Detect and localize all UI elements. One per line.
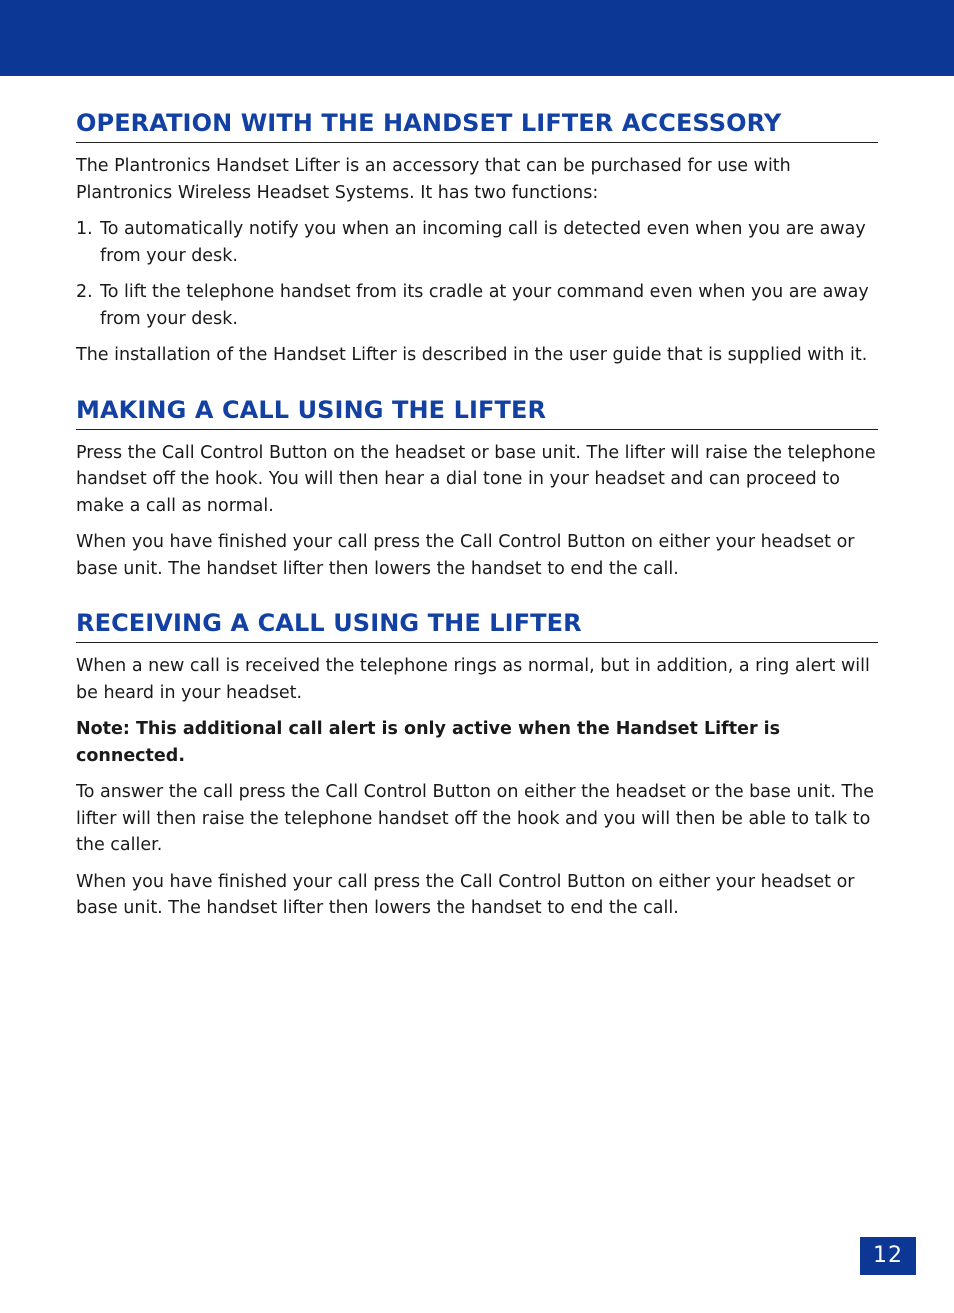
list-item bbox=[76, 216, 878, 269]
header-band bbox=[0, 0, 954, 76]
function-list bbox=[76, 216, 878, 332]
paragraph: The Plantronics Handset Lifter is an accessory that can be purchased for use with Plantronics Wireless Headset Systems. It has two functions: bbox=[76, 156, 791, 203]
section-making-call bbox=[76, 395, 878, 583]
paragraph: When you have finished your call press the Call Control Button on either your headset or base unit. The handset lifter then lowers the handset to end the call. bbox=[76, 871, 855, 918]
section-handset-lifter bbox=[76, 108, 878, 369]
paragraph: Press the Call Control Button on the headset or base unit. The lifter will raise the telephone handset off the hook. You will then hear a dial tone in your headset and can proceed to make a call as normal. bbox=[76, 442, 876, 516]
paragraph: When you have finished your call press the Call Control Button on either your headset or base unit. The handset lifter then lowers the handset to end the call. bbox=[76, 532, 855, 579]
list-text: To lift the telephone handset from its cradle at your command even when you are away from your desk. bbox=[100, 282, 869, 329]
paragraph: The installation of the Handset Lifter is described in the user guide that is supplied with it. bbox=[76, 345, 868, 365]
paragraph: When a new call is received the telephone rings as normal, but in addition, a ring alert will be heard in your headset. bbox=[76, 656, 870, 703]
page-content bbox=[76, 108, 878, 948]
list-item bbox=[76, 279, 878, 332]
paragraph: To answer the call press the Call Control Button on either the headset or the base unit. The lifter will then raise the telephone handset off the hook and you will then be able to talk to the caller. bbox=[76, 782, 875, 855]
section-heading: MAKING A CALL USING THE LIFTER bbox=[76, 395, 878, 430]
section-heading: RECEIVING A CALL USING THE LIFTER bbox=[76, 608, 878, 643]
list-text: To automatically notify you when an incoming call is detected even when you are away from your desk. bbox=[100, 219, 866, 266]
list-number: 1. bbox=[76, 219, 93, 239]
page-number: 12 bbox=[860, 1237, 916, 1275]
section-receiving-call bbox=[76, 608, 878, 922]
note-paragraph: Note: This additional call alert is only active when the Handset Lifter is connected. bbox=[76, 719, 781, 766]
section-heading: OPERATION WITH THE HANDSET LIFTER ACCESSORY bbox=[76, 108, 878, 143]
list-number: 2. bbox=[76, 282, 93, 302]
